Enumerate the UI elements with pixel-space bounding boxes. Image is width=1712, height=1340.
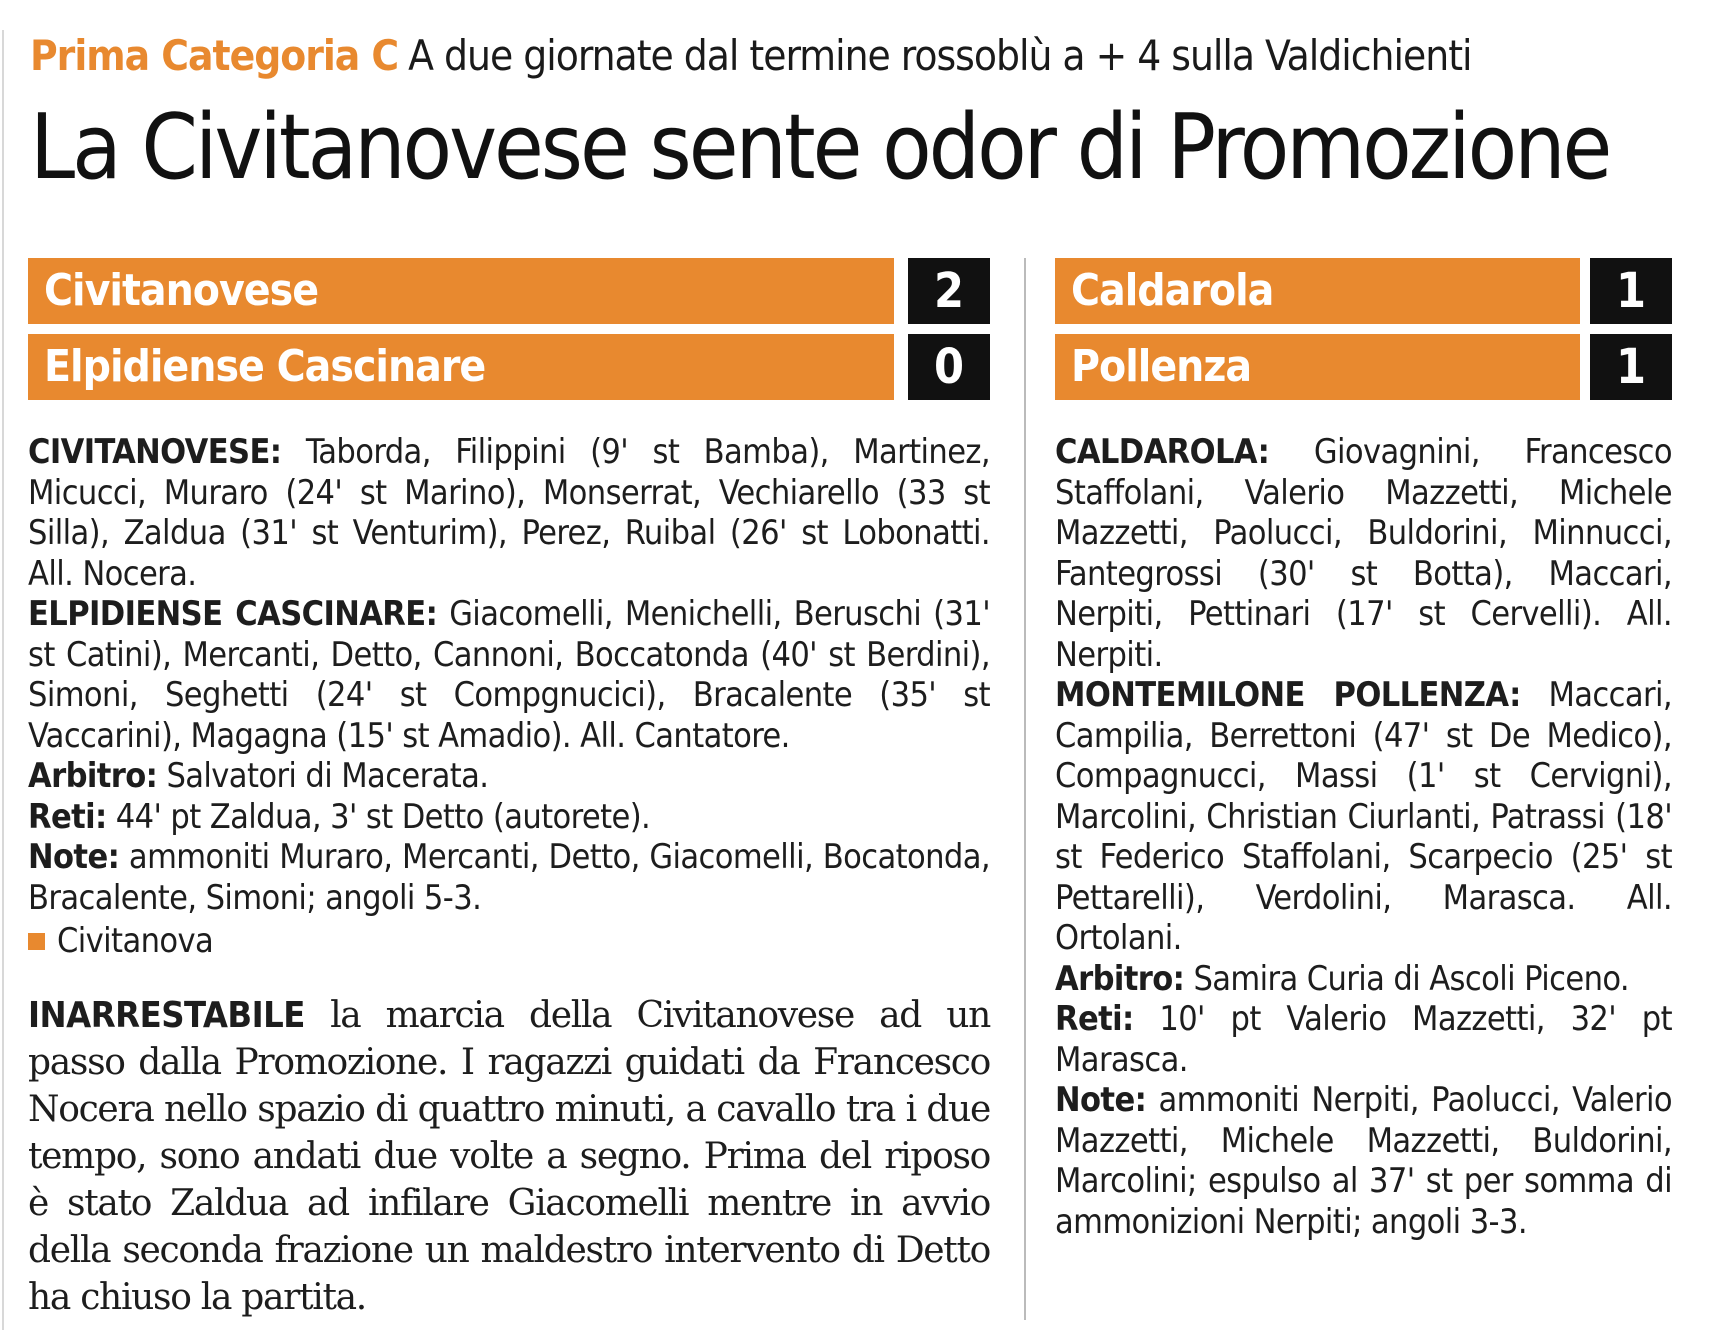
goals-text: 44' pt Zaldua, 3' st Detto (autorete). bbox=[115, 796, 651, 837]
team-name: Caldarola bbox=[1055, 258, 1580, 324]
team-score: 0 bbox=[908, 334, 990, 400]
referee-text: Salvatori di Macerata. bbox=[166, 756, 489, 796]
referee-label: Arbitro: bbox=[28, 756, 158, 796]
referee-label: Arbitro: bbox=[1055, 958, 1185, 999]
goals-text: 10' pt Valerio Mazzetti, 32' pt Marasca. bbox=[1055, 999, 1672, 1080]
article-body bbox=[28, 992, 990, 1321]
goals-line bbox=[1055, 999, 1672, 1080]
byline-text: Civitanova bbox=[57, 921, 214, 961]
lineup-text: Maccari, Campilia, Berrettoni (47' st De Medico), Compagnucci, Massi (1' st Cervigni), Marcolini, Christian Ciurlanti, Patrassi (18' st Federico Staffolani, Scarpecio (25' st Pettarelli), Verdolini, Marasca. All. Ortolani. bbox=[1055, 675, 1672, 958]
match-tabellino bbox=[1055, 432, 1672, 1242]
notes-text: ammoniti Muraro, Mercanti, Detto, Giacomelli, Bocatonda, Bracalente, Simoni; angoli 5-3. bbox=[28, 837, 990, 918]
team-name: Civitanovese bbox=[28, 258, 894, 324]
referee-line bbox=[28, 756, 990, 797]
match-tabellino bbox=[28, 432, 990, 962]
lineup-label: CIVITANOVESE: bbox=[28, 432, 282, 472]
notes-line bbox=[1055, 1080, 1672, 1242]
right-column bbox=[1055, 258, 1672, 1242]
referee-text: Samira Curia di Ascoli Piceno. bbox=[1193, 958, 1629, 999]
left-column bbox=[28, 258, 990, 1321]
section-tag: Prima Categoria C bbox=[30, 31, 399, 80]
away-lineup bbox=[1055, 675, 1672, 959]
scoreline-home bbox=[28, 258, 990, 324]
team-score: 2 bbox=[908, 258, 990, 324]
kicker-text: A due giornate dal termine rossoblù a + 4 sulla Valdichienti bbox=[408, 31, 1472, 80]
lineup-text: Taborda, Filippini (9' st Bamba), Martinez, Micucci, Muraro (24' st Marino), Monserrat, Vechiarello (33 st Silla), Zaldua (31' st Venturim), Perez, Ruibal (26' st Lobonatti. All. Nocera. bbox=[28, 432, 990, 594]
goals-line bbox=[28, 797, 990, 838]
team-name: Elpidiense Cascinare bbox=[28, 334, 894, 400]
goals-label: Reti: bbox=[28, 796, 107, 837]
notes-line bbox=[28, 837, 990, 918]
notes-label: Note: bbox=[1055, 1080, 1147, 1120]
lineup-label: CALDAROLA: bbox=[1055, 432, 1270, 472]
article-text: la marcia della Civitanovese ad un passo dalla Promozione. I ragazzi guidati da Francesco Nocera nello spazio di quattro minuti, a cavallo tra i due tempo, sono andati due volte a segno. Prima del riposo è stato Zaldua ad infilare Giacomelli mentre in avvio della seconda frazione un maldestro intervento di Detto ha chiuso la partita. bbox=[28, 995, 990, 1318]
home-lineup bbox=[28, 432, 990, 594]
lineup-label: ELPIDIENSE CASCINARE: bbox=[28, 594, 438, 634]
scoreline-away bbox=[28, 334, 990, 400]
team-score: 1 bbox=[1590, 258, 1672, 324]
away-lineup bbox=[28, 594, 990, 756]
home-lineup bbox=[1055, 432, 1672, 675]
notes-text: ammoniti Nerpiti, Paolucci, Valerio Mazzetti, Michele Mazzetti, Buldorini, Marcolini; espulso al 37' st per somma di ammonizioni Nerpiti; angoli 3-3. bbox=[1055, 1080, 1672, 1242]
column-divider bbox=[1024, 258, 1026, 1320]
referee-line bbox=[1055, 959, 1672, 1000]
kicker bbox=[30, 28, 1710, 84]
lineup-text: Giacomelli, Menichelli, Beruschi (31' st Catini), Mercanti, Detto, Cannoni, Boccatonda (40' st Berdini), Simoni, Seghetti (24' st Compgnucici), Bracalente (35' st Vaccarini), Magagna (15' st Amadio). All. Cantatore. bbox=[28, 594, 991, 756]
goals-label: Reti: bbox=[1055, 999, 1134, 1039]
scoreline-home bbox=[1055, 258, 1672, 324]
byline bbox=[28, 920, 990, 962]
square-bullet-icon bbox=[28, 933, 45, 950]
scoreline-away bbox=[1055, 334, 1672, 400]
lineup-text: Giovagnini, Francesco Staffolani, Valerio Mazzetti, Michele Mazzetti, Paolucci, Buldorini, Minnucci, Fantegrossi (30' st Botta), Maccari, Nerpiti, Pettinari (17' st Cervelli). All. Nerpiti. bbox=[1055, 432, 1672, 675]
lineup-label: MONTEMILONE POLLENZA: bbox=[1055, 675, 1521, 715]
notes-label: Note: bbox=[28, 837, 120, 877]
team-score: 1 bbox=[1590, 334, 1672, 400]
page-edge-rule bbox=[2, 30, 4, 1330]
article-lead: INARRESTABILE bbox=[28, 995, 305, 1036]
headline: La Civitanovese sente odor di Promozione bbox=[30, 95, 1610, 200]
team-name: Pollenza bbox=[1055, 334, 1580, 400]
